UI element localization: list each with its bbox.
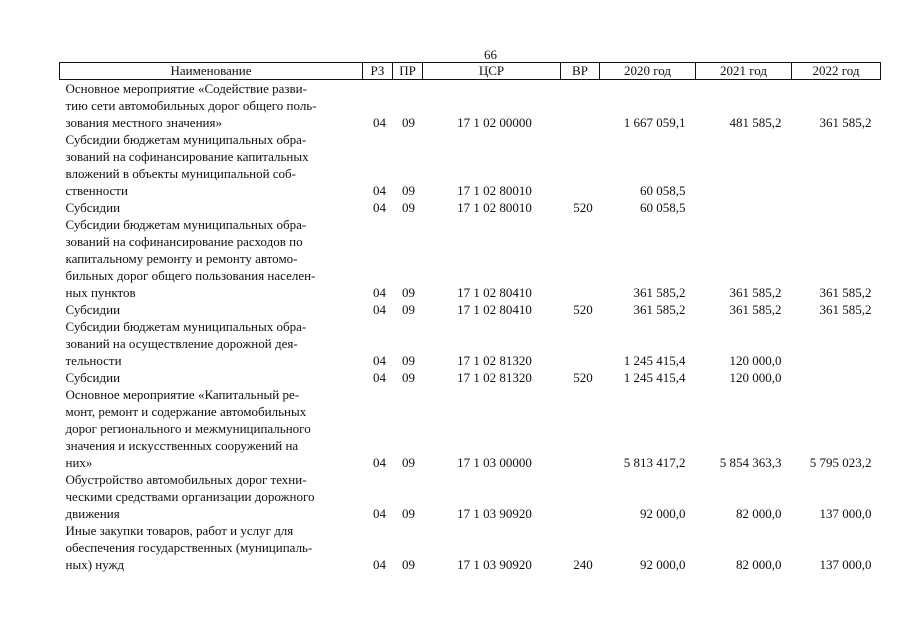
row-name-line: бильных дорог общего пользования населен- (65, 268, 316, 283)
row-csr: 17 1 02 80410 (457, 285, 532, 300)
row-2020: 60 058,5 (640, 183, 686, 198)
row-pr: 09 (402, 557, 415, 572)
row-vr (561, 318, 600, 369)
row-name-line: Обустройство автомобильных дорог техни- (65, 472, 307, 487)
row-rz: 04 (373, 353, 386, 368)
row-2020: 1 667 059,1 (623, 115, 686, 130)
row-2022: 361 585,2 (819, 302, 872, 317)
row-name-line: Основное мероприятие «Содействие разви- (65, 81, 307, 96)
row-2022 (792, 131, 881, 199)
row-name-line: ных пунктов (65, 285, 136, 300)
row-pr: 09 (402, 115, 415, 130)
row-2021: 361 585,2 (729, 302, 782, 317)
row-rz: 04 (373, 506, 386, 521)
row-2022: 137 000,0 (819, 506, 872, 521)
row-2022: 137 000,0 (819, 557, 872, 572)
row-name (60, 199, 363, 216)
row-rz: 04 (373, 370, 386, 385)
row-name-line: зования местного значения» (65, 115, 222, 130)
row-vr (561, 131, 600, 199)
row-name-line: них» (65, 455, 93, 470)
row-vr (561, 216, 600, 301)
row-name (60, 301, 363, 318)
row-csr: 17 1 02 81320 (457, 353, 532, 368)
row-2022: 5 795 023,2 (809, 455, 872, 470)
row-2021 (696, 199, 792, 216)
row-vr: 240 (573, 557, 593, 572)
row-2020: 361 585,2 (633, 302, 686, 317)
row-name-line: капитальному ремонту и ремонту автомо- (65, 251, 298, 266)
row-name-line: Субсидии бюджетам муниципальных обра- (65, 132, 307, 147)
row-pr: 09 (402, 200, 415, 215)
row-2021: 481 585,2 (729, 115, 782, 130)
row-name (60, 318, 363, 369)
row-csr: 17 1 02 00000 (457, 115, 532, 130)
row-name-line: Основное мероприятие «Капитальный ре- (65, 387, 300, 402)
row-csr: 17 1 02 81320 (457, 370, 532, 385)
row-name-line: движения (65, 506, 120, 521)
table-row (60, 301, 881, 318)
row-csr: 17 1 02 80010 (457, 200, 532, 215)
row-2020: 361 585,2 (633, 285, 686, 300)
row-2021 (696, 131, 792, 199)
row-name (60, 131, 363, 199)
row-2021: 120 000,0 (729, 353, 782, 368)
row-pr: 09 (402, 302, 415, 317)
row-name-line: Субсидии бюджетам муниципальных обра- (65, 217, 307, 232)
row-2022 (792, 318, 881, 369)
row-rz: 04 (373, 455, 386, 470)
row-2022 (792, 369, 881, 386)
row-name-line: ных) нужд (65, 557, 125, 572)
row-name-line: ственности (65, 183, 128, 198)
table-row (60, 386, 881, 471)
header-rz: РЗ (363, 63, 393, 80)
row-2020: 60 058,5 (640, 200, 686, 215)
row-csr: 17 1 03 90920 (457, 557, 532, 572)
row-vr (561, 386, 600, 471)
row-name-line: монт, ремонт и содержание автомобильных (65, 404, 307, 419)
row-2022 (792, 199, 881, 216)
row-vr (561, 80, 600, 132)
table-row (60, 522, 881, 573)
row-pr: 09 (402, 455, 415, 470)
table-row (60, 369, 881, 386)
row-rz: 04 (373, 285, 386, 300)
row-2021: 120 000,0 (729, 370, 782, 385)
row-2020: 92 000,0 (640, 557, 686, 572)
row-name-line: вложений в объекты муниципальной соб- (65, 166, 297, 181)
row-name (60, 369, 363, 386)
row-2021: 82 000,0 (736, 506, 782, 521)
row-pr: 09 (402, 353, 415, 368)
header-name: Наименование (60, 63, 363, 80)
row-name-line: тию сети автомобильных дорог общего поль- (65, 98, 317, 113)
row-2021: 361 585,2 (729, 285, 782, 300)
budget-table (59, 62, 881, 573)
header-pr: ПР (393, 63, 423, 80)
table-row (60, 471, 881, 522)
row-2021: 5 854 363,3 (719, 455, 782, 470)
row-2020: 5 813 417,2 (623, 455, 686, 470)
row-vr (561, 471, 600, 522)
row-pr: 09 (402, 370, 415, 385)
row-name-line: тельности (65, 353, 122, 368)
row-name (60, 80, 363, 132)
row-2020: 1 245 415,4 (623, 353, 686, 368)
row-csr: 17 1 03 90920 (457, 506, 532, 521)
row-pr: 09 (402, 183, 415, 198)
table-row (60, 318, 881, 369)
row-vr: 520 (573, 200, 593, 215)
header-2021: 2021 год (696, 63, 792, 80)
row-csr: 17 1 03 00000 (457, 455, 532, 470)
header-2022: 2022 год (792, 63, 881, 80)
row-rz: 04 (373, 557, 386, 572)
table-row (60, 216, 881, 301)
table-row (60, 131, 881, 199)
row-rz: 04 (373, 183, 386, 198)
row-name (60, 386, 363, 471)
row-name (60, 216, 363, 301)
row-name-line: Субсидии (65, 370, 121, 385)
row-name-line: Иные закупки товаров, работ и услуг для (65, 523, 294, 538)
row-csr: 17 1 02 80010 (457, 183, 532, 198)
table-row (60, 199, 881, 216)
table-body (60, 80, 881, 574)
row-2022: 361 585,2 (819, 115, 872, 130)
row-rz: 04 (373, 302, 386, 317)
table-row (60, 80, 881, 132)
row-rz: 04 (373, 115, 386, 130)
row-name-line: значения и искусственных сооружений на (65, 438, 299, 453)
row-name (60, 522, 363, 573)
row-pr: 09 (402, 506, 415, 521)
table-header (60, 63, 881, 80)
row-csr: 17 1 02 80410 (457, 302, 532, 317)
row-name-line: зований на софинансирование капитальных (65, 149, 309, 164)
page-number: 66 (484, 47, 497, 62)
row-pr: 09 (402, 285, 415, 300)
row-name-line: зований на софинансирование расходов по (65, 234, 303, 249)
row-2022: 361 585,2 (819, 285, 872, 300)
row-name-line: дорог регионального и межмуниципального (65, 421, 311, 436)
row-name-line: зований на осуществление дорожной дея- (65, 336, 298, 351)
header-csr: ЦСР (423, 63, 561, 80)
row-name-line: Субсидии (65, 200, 121, 215)
row-name-line: обеспечения государственных (муниципаль- (65, 540, 313, 555)
row-name-line: Субсидии бюджетам муниципальных обра- (65, 319, 307, 334)
row-rz: 04 (373, 200, 386, 215)
header-vr: ВР (561, 63, 600, 80)
row-vr: 520 (573, 302, 593, 317)
header-2020: 2020 год (600, 63, 696, 80)
row-2021: 82 000,0 (736, 557, 782, 572)
row-name-line: ческими средствами организации дорожного (65, 489, 315, 504)
row-vr: 520 (573, 370, 593, 385)
row-name (60, 471, 363, 522)
row-2020: 1 245 415,4 (623, 370, 686, 385)
row-name-line: Субсидии (65, 302, 121, 317)
row-2020: 92 000,0 (640, 506, 686, 521)
